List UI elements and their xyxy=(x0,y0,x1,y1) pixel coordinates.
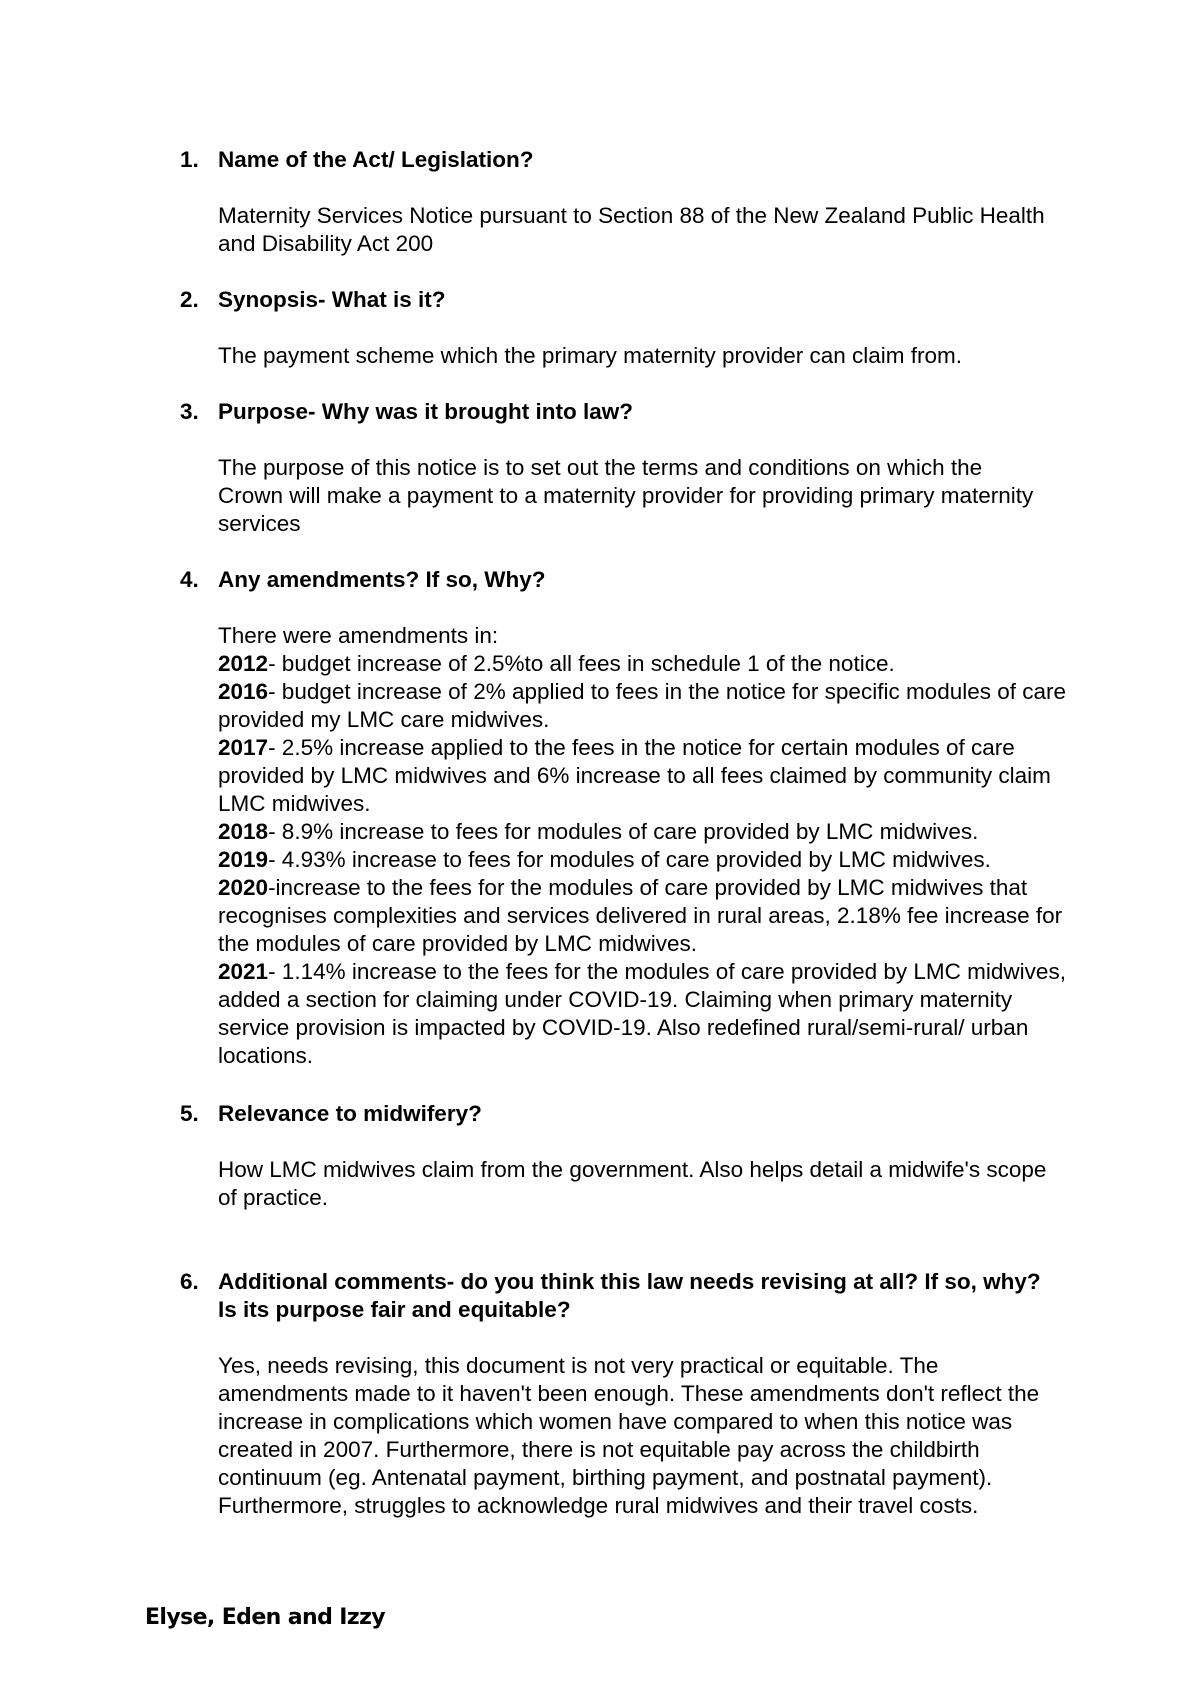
amendment-item xyxy=(218,958,1068,1070)
amendment-year: 2012 xyxy=(218,651,269,676)
section-5-question: Relevance to midwifery? xyxy=(218,1101,482,1126)
section-5-answer: How LMC midwives claim from the government. Also helps detail a midwife's scope of practice. xyxy=(218,1157,1047,1210)
amendment-text: - budget increase of 2% applied to fees in the notice for specific modules of care provided my LMC care midwives. xyxy=(218,679,1067,732)
section-4-question: Any amendments? If so, Why? xyxy=(218,567,546,592)
section-4-number: 4. xyxy=(180,567,199,592)
section-6-question: Additional comments- do you think this law needs revising at all? If so, why? Is its purpose fair and equitable? xyxy=(218,1269,1041,1322)
amendment-year: 2016 xyxy=(218,679,269,704)
section-5-heading xyxy=(180,1100,1060,1128)
amendment-text: - 1.14% increase to the fees for the modules of care provided by LMC midwives, added a section for claiming under COVID-19. Claiming when primary maternity service provision is impacted by COVID-19. Also redefined rural/semi-rural/ urban locations. xyxy=(218,959,1066,1068)
section-4-answer xyxy=(218,622,1068,1070)
amendment-text: -increase to the fees for the modules of care provided by LMC midwives that recognises complexities and services delivered in rural areas, 2.18% fee increase for the modules of care provided by LMC midwives. xyxy=(218,875,1063,956)
section-5-number: 5. xyxy=(180,1101,199,1126)
amendment-year: 2019 xyxy=(218,847,269,872)
amendment-item xyxy=(218,734,1068,818)
authors-footer: Elyse, Eden and Izzy xyxy=(145,1605,386,1630)
section-6-answer: Yes, needs revising, this document is not very practical or equitable. The amendments made to it haven't been enough. These amendments don't reflect the increase in complications which women have compared to when this notice was created in 2007. Furthermore, there is not equitable pay across the childbirth continuum (eg. Antenatal payment, birthing payment, and postnatal payment). Furthermore, struggles to acknowledge rural midwives and their travel costs. xyxy=(218,1353,1040,1518)
amendment-item xyxy=(218,846,1068,874)
section-3-number: 3. xyxy=(180,399,199,424)
amendment-year: 2021 xyxy=(218,959,269,984)
section-3-question: Purpose- Why was it brought into law? xyxy=(218,399,633,424)
section-6-number: 6. xyxy=(180,1269,199,1294)
section-4-heading xyxy=(180,566,1060,594)
amendment-text: - 8.9% increase to fees for modules of care provided by LMC midwives. xyxy=(268,819,979,844)
amendment-item xyxy=(218,678,1068,734)
amendment-item xyxy=(218,818,1068,846)
section-6-heading xyxy=(180,1268,1060,1324)
section-2-answer: The payment scheme which the primary maternity provider can claim from. xyxy=(218,343,963,368)
section-1-question: Name of the Act/ Legislation? xyxy=(218,147,534,172)
section-2-number: 2. xyxy=(180,287,199,312)
amendment-year: 2020 xyxy=(218,875,269,900)
amendment-item xyxy=(218,650,1068,678)
section-1-answer: Maternity Services Notice pursuant to Section 88 of the New Zealand Public Health and Disability Act 200 xyxy=(218,203,1045,256)
amendment-year: 2017 xyxy=(218,735,269,760)
amendments-intro: There were amendments in: xyxy=(218,623,499,648)
section-2-heading xyxy=(180,286,1060,314)
amendment-year: 2018 xyxy=(218,819,269,844)
amendment-text: - 2.5% increase applied to the fees in the notice for certain modules of care provided by LMC midwives and 6% increase to all fees claimed by community claim LMC midwives. xyxy=(218,735,1051,816)
amendment-text: - 4.93% increase to fees for modules of care provided by LMC midwives. xyxy=(268,847,991,872)
amendment-text: - budget increase of 2.5%to all fees in schedule 1 of the notice. xyxy=(268,651,895,676)
section-1-heading xyxy=(180,146,1060,174)
section-3-answer: The purpose of this notice is to set out the terms and conditions on which the Crown will make a payment to a maternity provider for providing primary maternity services xyxy=(218,455,1034,536)
section-2-question: Synopsis- What is it? xyxy=(218,287,446,312)
section-3-heading xyxy=(180,398,1060,426)
section-1-number: 1. xyxy=(180,147,199,172)
amendment-item xyxy=(218,874,1068,958)
